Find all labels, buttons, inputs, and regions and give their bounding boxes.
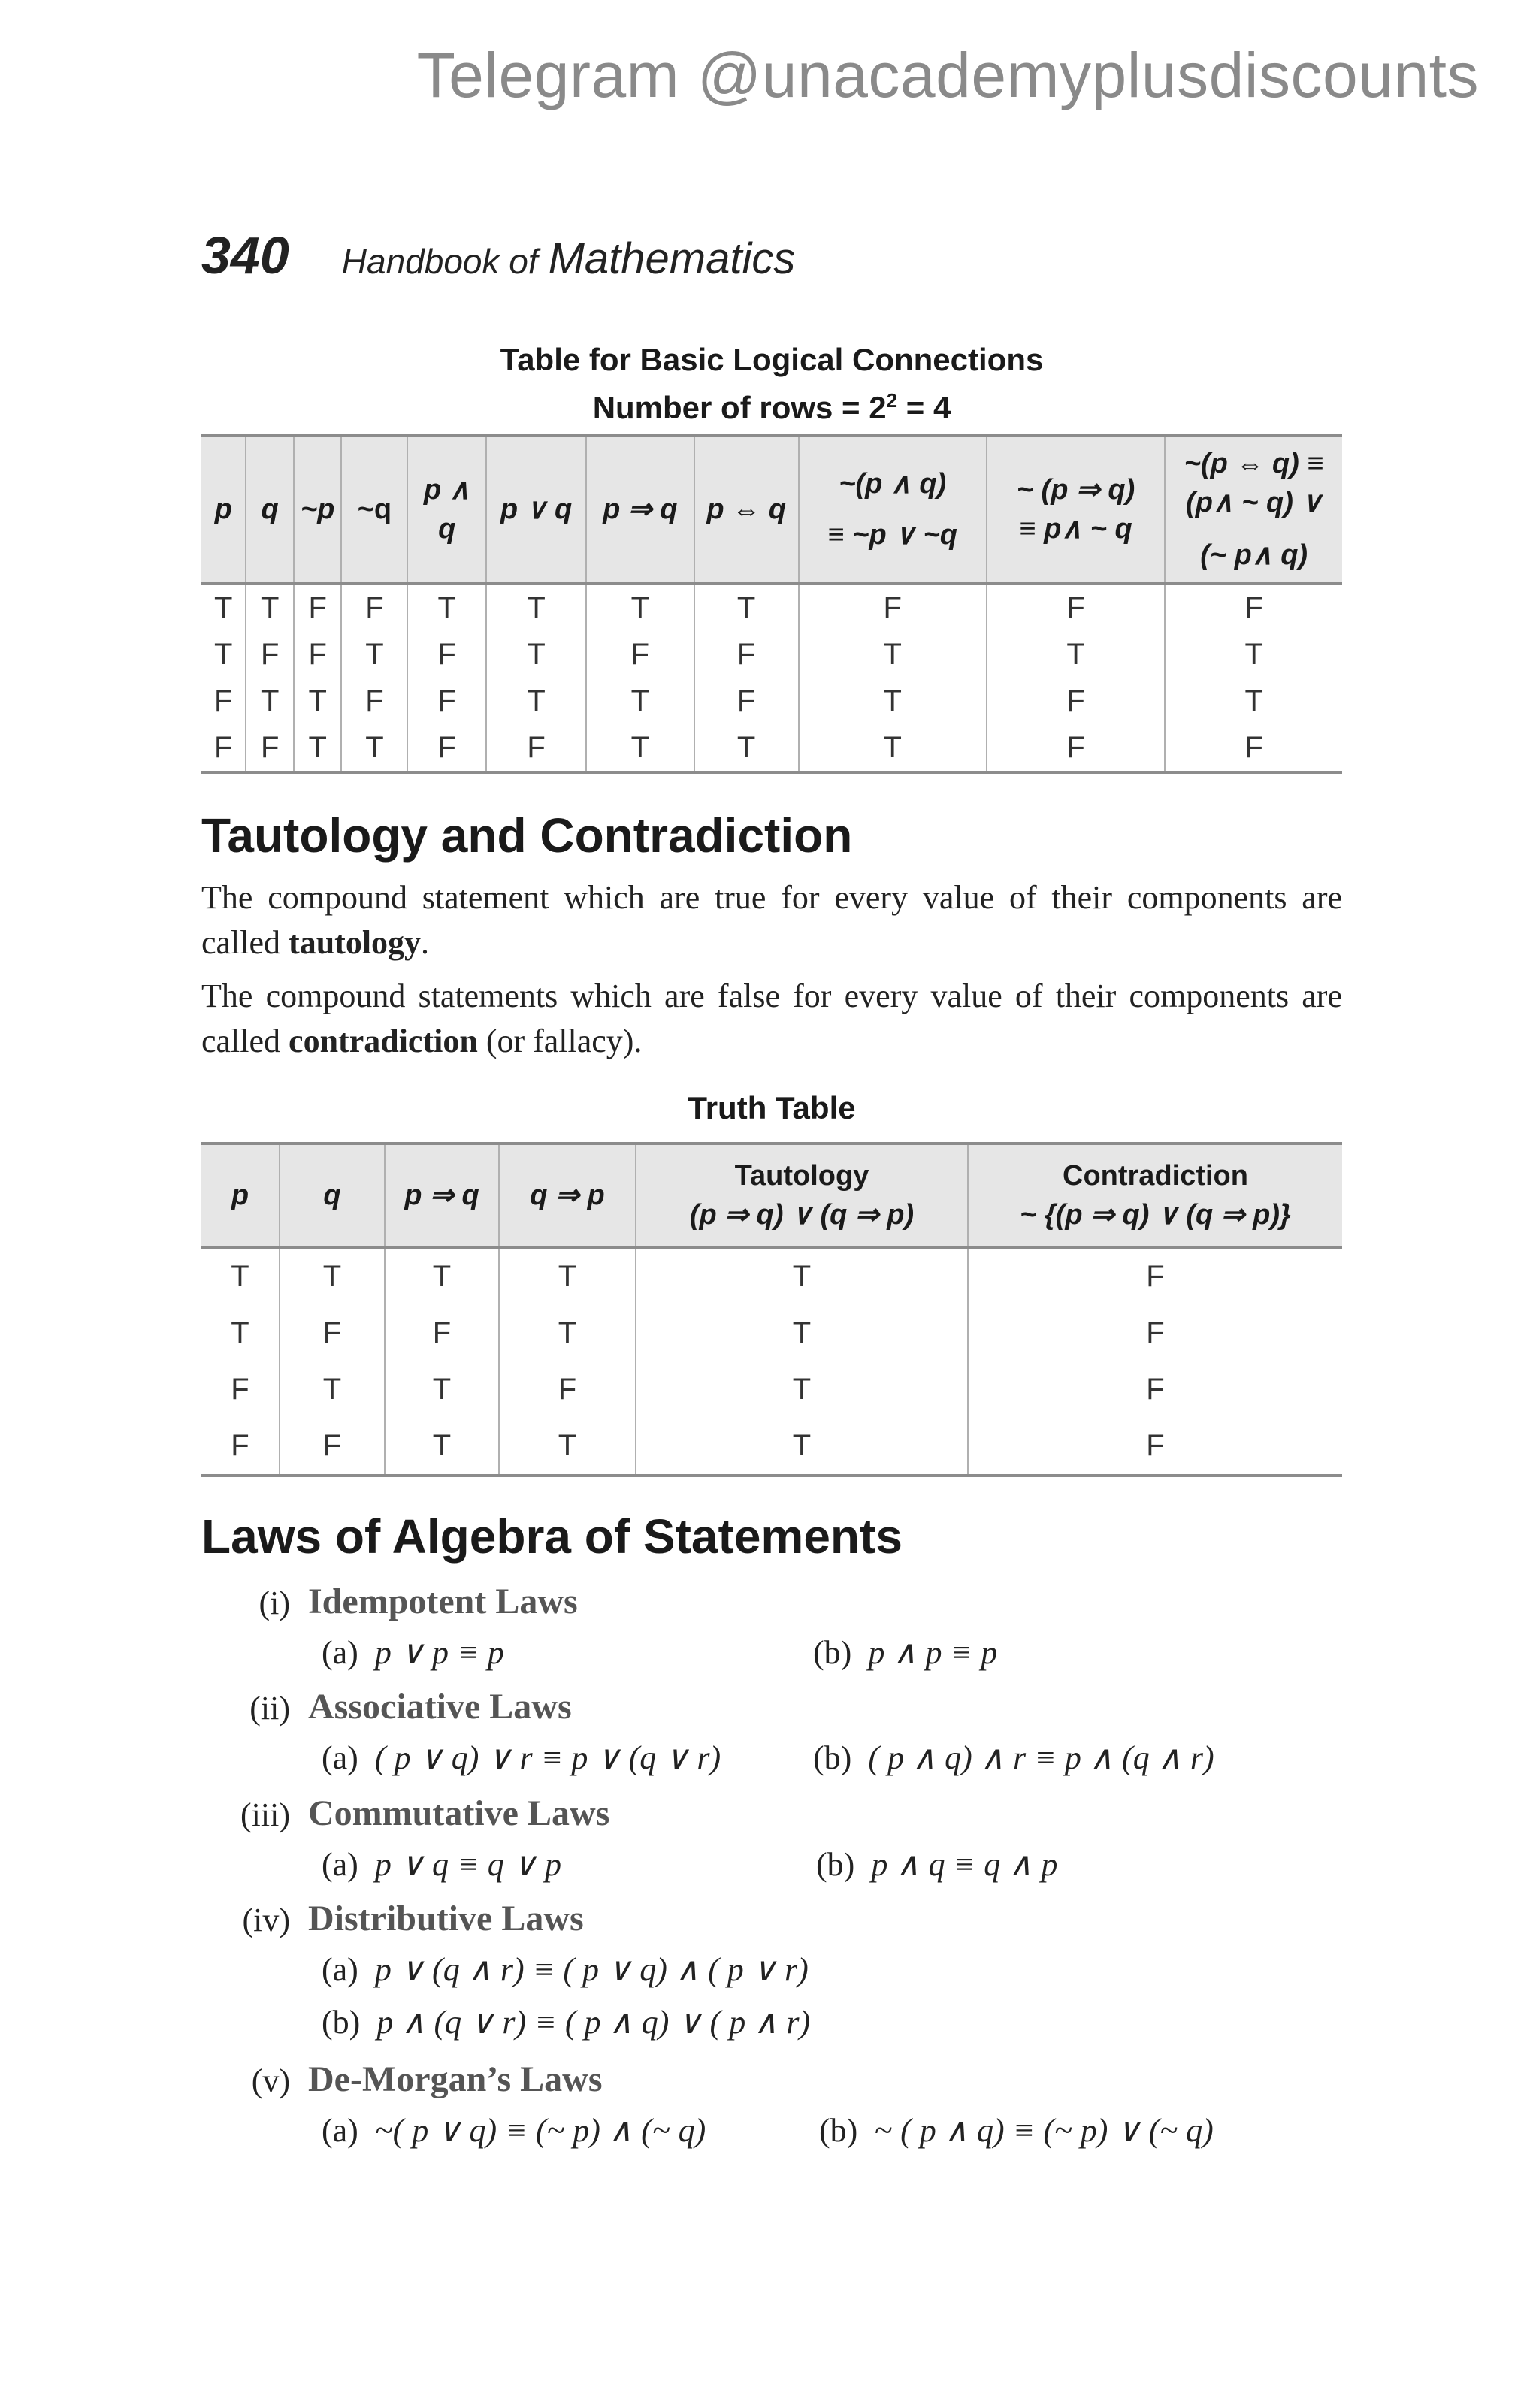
law-associative-a: (a) ( p ∨ q) ∨ r ≡ p ∨ (q ∨ r) [322,1739,721,1776]
law-commutative-b: (b) p ∧ q ≡ q ∧ p [816,1846,1058,1883]
table-row: T F F T F T F F T T T [201,631,1342,678]
book-title [342,234,796,284]
table-row: F T T F F T T F T F T [201,678,1342,724]
table-row: T T F F T T T T F F F [201,583,1342,631]
header-q: q [246,436,294,583]
header-p-and-q: p ∧ q [407,436,485,583]
watermark-text: Telegram @unacademyplusdiscounts [416,40,1479,110]
law-title-de-morgan: De-Morgan’s Laws [308,2059,603,2099]
law-number: (iv) [242,1902,290,1938]
law-distributive-a: (a) p ∨ (q ∧ r) ≡ ( p ∨ q) ∧ ( p ∨ r) [322,1951,809,1988]
logical-connections-table [201,434,1342,774]
book-title-main: Mathematics [548,234,796,283]
law-associative-b: (b) ( p ∧ q) ∧ r ≡ p ∧ (q ∧ r) [813,1739,1214,1776]
table1-caption-line1: Table for Basic Logical Connections [500,342,1044,377]
table-row: F F T T T F [201,1418,1342,1476]
law-number: (iii) [240,1796,290,1833]
law-commutative-a: (a) p ∨ q ≡ q ∨ p [322,1846,561,1883]
header-not-q: ~q [341,436,407,583]
page-header [201,225,795,293]
header-contradiction: Contradiction ~ {(p ⇒ q) ∨ (q ⇒ p)} [968,1144,1342,1247]
header-q: q [280,1144,385,1247]
section-title-tautology: Tautology and Contradiction [201,808,853,863]
table1-caption [201,340,1342,428]
header-p: p [201,436,246,583]
page-number: 340 [201,226,289,285]
law-title-commutative: Commutative Laws [308,1793,610,1833]
law-de-morgan-b: (b) ~ ( p ∧ q) ≡ (~ p) ∨ (~ q) [819,2112,1214,2149]
law-de-morgan-a: (a) ~( p ∨ q) ≡ (~ p) ∧ (~ q) [322,2112,706,2149]
header-p-implies-q: p ⇒ q [385,1144,499,1247]
table-row: T F F T T F [201,1305,1342,1361]
law-number: (ii) [249,1690,290,1727]
header-not-p: ~p [294,436,342,583]
law-number: (i) [259,1585,290,1621]
paragraph-tautology: The compound statement which are true for every value of their components are called tautology. [201,879,1342,961]
law-title-distributive: Distributive Laws [308,1899,584,1938]
header-p-iff-q: p ⇔ q [694,436,799,583]
law-title-idempotent: Idempotent Laws [308,1582,578,1621]
term-tautology: tautology [289,924,422,961]
truth-table [201,1142,1342,1477]
term-contradiction: contradiction [289,1023,478,1059]
section-title-laws: Laws of Algebra of Statements [201,1509,903,1564]
law-idempotent-a: (a) p ∨ p ≡ p [322,1634,504,1671]
table1-caption-line2: Number of rows = $2^2 = 4$ [592,389,951,425]
header-p: p [201,1144,280,1247]
table-row: F F T T F F T T T F F [201,724,1342,772]
table2-caption: Truth Table [688,1090,856,1125]
law-number: (v) [251,2062,290,2099]
header-not-p-iff-q: ~(p ⇔ q) ≡ (p∧ ~ q) ∨ (~ p∧ q) [1165,436,1342,583]
law-idempotent-b: (b) p ∧ p ≡ p [813,1634,998,1671]
law-title-associative: Associative Laws [308,1687,572,1727]
header-p-implies-q: p ⇒ q [586,436,694,583]
paragraph-contradiction: The compound statements which are false for every value of their components are called contradiction (or fallacy). [201,977,1342,1059]
header-tautology: Tautology (p ⇒ q) ∨ (q ⇒ p) [636,1144,968,1247]
table-row: F T T F T F [201,1361,1342,1418]
header-q-implies-p: q ⇒ p [499,1144,636,1247]
book-title-prefix: Handbook of [341,242,538,281]
header-not-p-implies-q: ~ (p ⇒ q) ≡ p∧ ~ q [987,436,1166,583]
header-p-or-q: p ∨ q [486,436,586,583]
table-row: T T T T T F [201,1247,1342,1305]
header-not-p-and-q: ~(p ∧ q) ≡ ~p ∨ ~q [799,436,987,583]
law-distributive-b: (b) p ∧ (q ∨ r) ≡ ( p ∧ q) ∨ ( p ∧ r) [322,2004,811,2041]
